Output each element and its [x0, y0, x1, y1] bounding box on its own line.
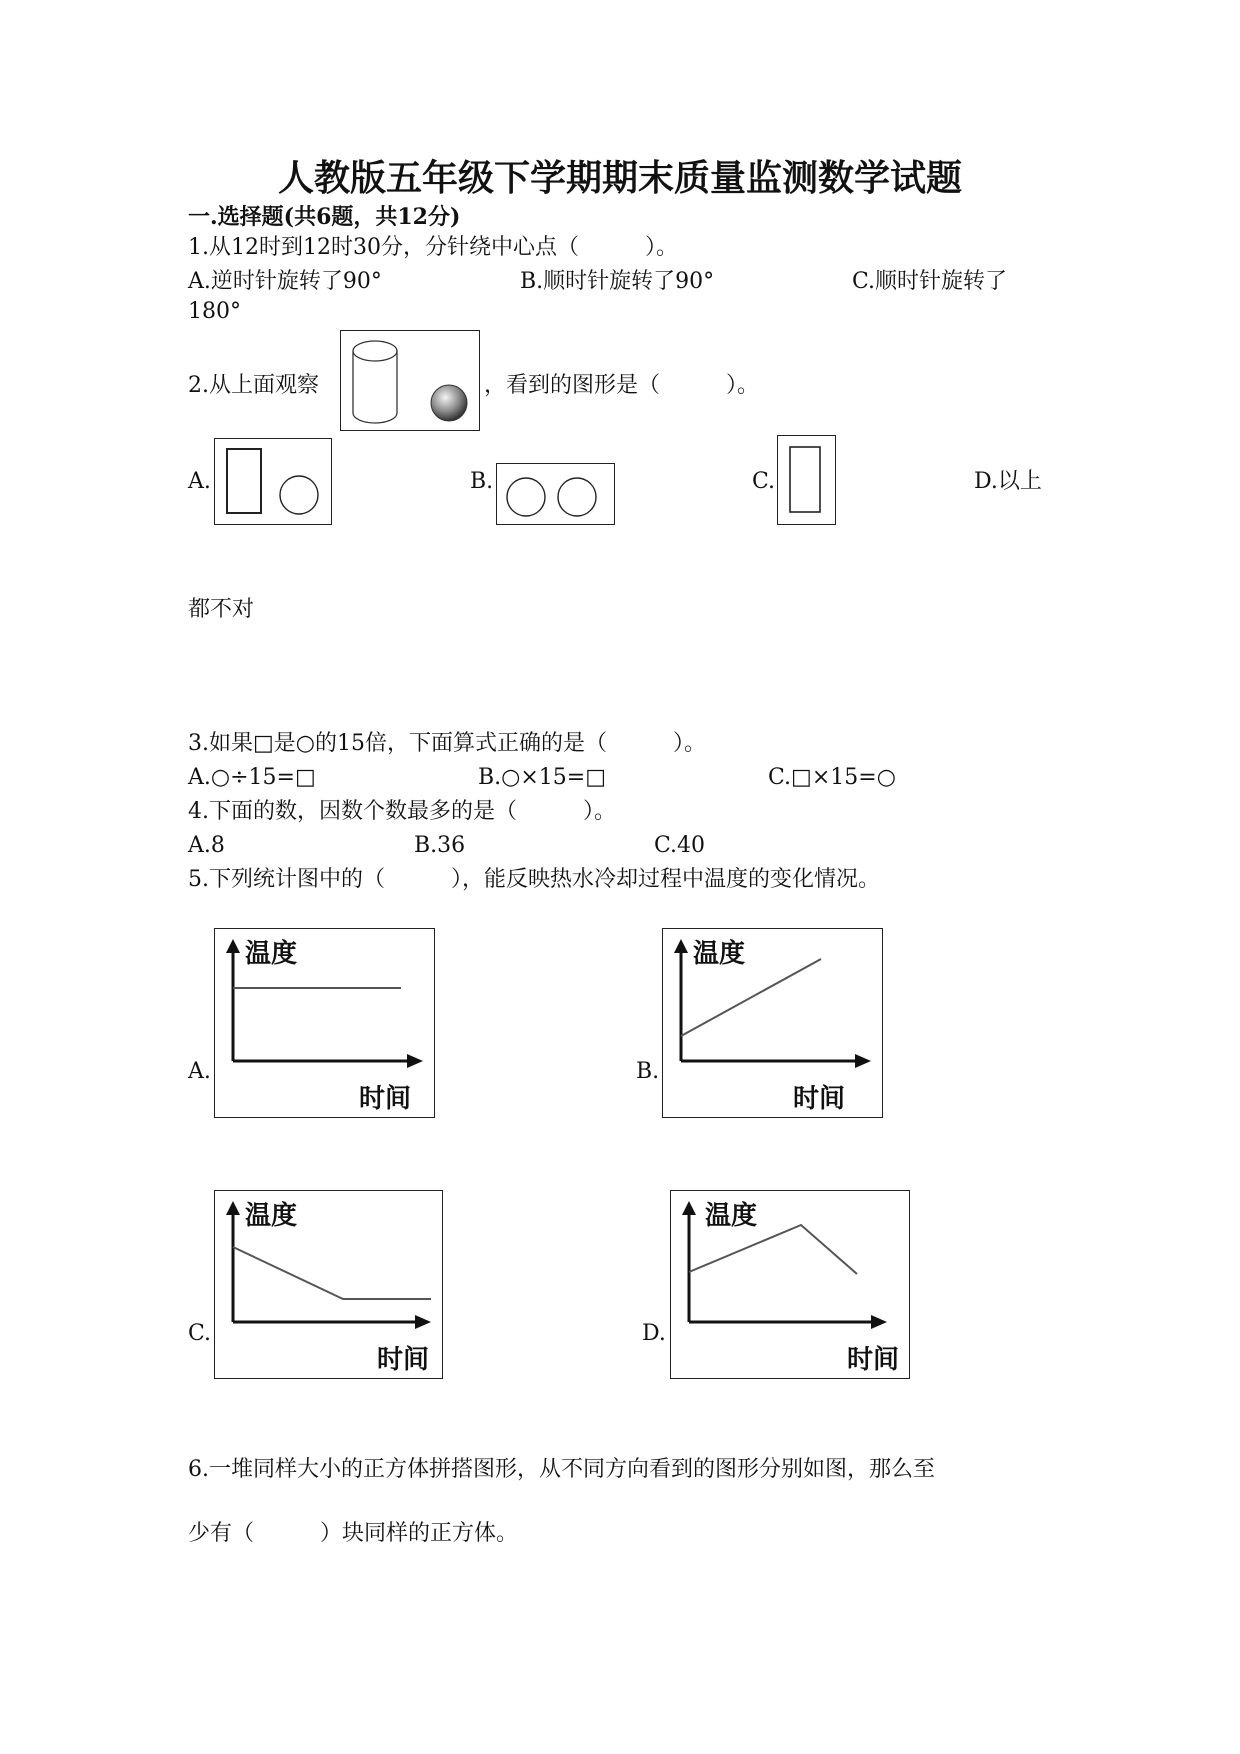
q2-stem-pre: 2.从上面观察 — [188, 373, 319, 398]
cylinder-shape — [353, 341, 397, 423]
q2-option-c[interactable]: C. — [752, 469, 776, 494]
q3-option-a[interactable]: A.○÷15=□ — [188, 765, 316, 790]
q3-option-b[interactable]: B.○×15=□ — [478, 765, 607, 790]
q5-graph-a[interactable] — [214, 928, 435, 1118]
page-title: 人教版五年级下学期期末质量监测数学试题 — [277, 157, 962, 199]
temperature-line — [681, 959, 821, 1036]
q5-option-a[interactable]: A. — [188, 1059, 211, 1084]
q5-graph-b[interactable] — [662, 928, 883, 1118]
y-axis-label: 温度 — [705, 1201, 758, 1231]
q1-option-c[interactable]: C.顺时针旋转了 — [852, 269, 1008, 294]
q4-option-a[interactable]: A.8 — [188, 833, 225, 858]
q5-graph-d[interactable] — [670, 1190, 910, 1379]
section-heading: 一.选择题(共6题，共12分) — [188, 204, 461, 230]
y-axis-label: 温度 — [245, 1201, 298, 1231]
q3-option-c[interactable]: C.□×15=○ — [768, 765, 896, 790]
q5-option-d[interactable]: D. — [642, 1321, 666, 1346]
x-axis-label: 时间 — [359, 1084, 412, 1114]
q2-stem-post: ，看到的图形是（ ）。 — [484, 373, 760, 398]
temperature-line — [689, 1225, 857, 1274]
q4-option-c[interactable]: C.40 — [654, 833, 706, 858]
q5-option-b[interactable]: B. — [636, 1059, 660, 1084]
q3-stem: 3.如果□是○的15倍，下面算式正确的是（ ）。 — [188, 731, 706, 756]
q2-option-d[interactable]: D.以上 — [974, 469, 1042, 494]
x-axis-label: 时间 — [377, 1345, 430, 1375]
temperature-line — [233, 1247, 431, 1299]
q5-graph-c[interactable] — [214, 1190, 443, 1379]
q2-option-b[interactable]: B. — [470, 469, 494, 494]
q6-stem: 6.一堆同样大小的正方体拼搭图形，从不同方向看到的图形分别如图，那么至 — [188, 1457, 935, 1482]
q2-option-a-figure[interactable] — [214, 438, 332, 525]
q2-option-a[interactable]: A. — [188, 469, 211, 494]
y-axis-label: 温度 — [693, 939, 746, 969]
x-axis-label: 时间 — [847, 1345, 900, 1375]
q2-option-d-continued: 都不对 — [188, 597, 255, 622]
q6-stem-continued: 少有（ ）块同样的正方体。 — [188, 1521, 519, 1546]
y-axis-label: 温度 — [245, 939, 298, 969]
q1-stem: 1.从12时到12时30分，分针绕中心点（ ）。 — [188, 235, 678, 260]
sphere-shape — [431, 385, 467, 421]
q2-option-b-figure[interactable] — [496, 463, 615, 525]
q1-option-a[interactable]: A.逆时针旋转了90° — [188, 269, 382, 294]
q4-option-b[interactable]: B.36 — [414, 833, 466, 858]
q2-option-c-figure[interactable] — [777, 435, 836, 525]
q1-option-c-continued: 180° — [188, 299, 241, 324]
x-axis-label: 时间 — [793, 1084, 846, 1114]
q4-stem: 4.下面的数，因数个数最多的是（ ）。 — [188, 799, 616, 824]
q1-option-b[interactable]: B.顺时针旋转了90° — [520, 269, 715, 294]
q5-option-c[interactable]: C. — [188, 1321, 212, 1346]
q5-stem: 5.下列统计图中的（ ），能反映热水冷却过程中温度的变化情况。 — [188, 867, 880, 892]
q2-cylinder-sphere-figure — [340, 330, 480, 431]
